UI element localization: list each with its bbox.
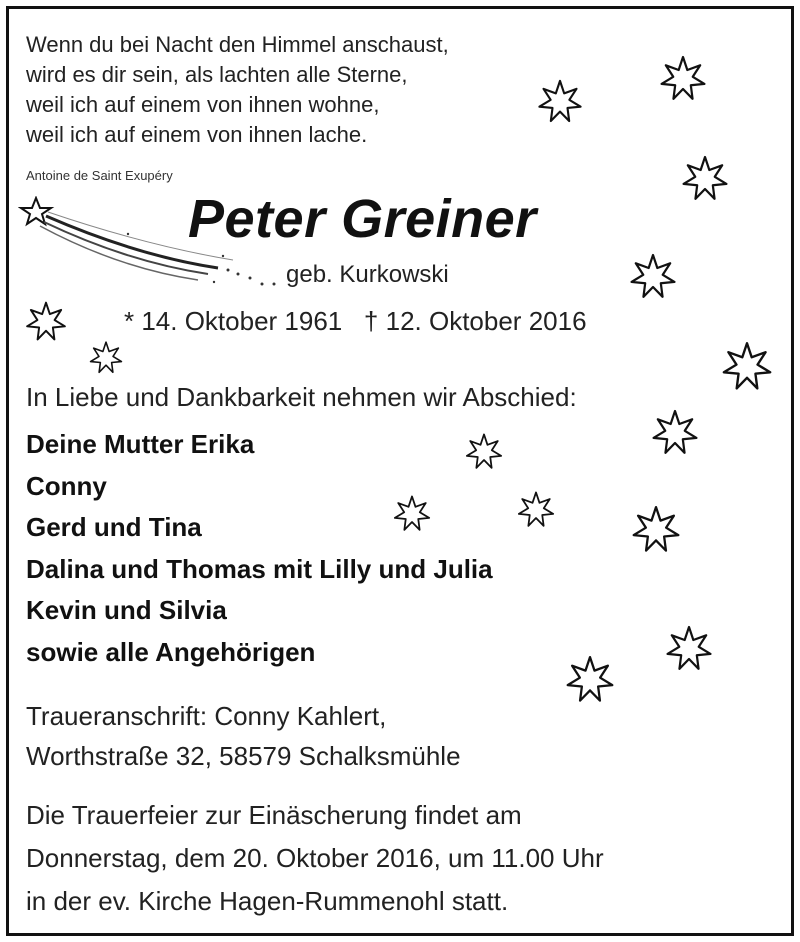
address-line: Traueranschrift: Conny Kahlert,: [26, 701, 387, 731]
ceremony-notice: [26, 794, 604, 923]
ceremony-line: in der ev. Kirche Hagen-Rummenohl statt.: [26, 886, 509, 916]
mourner-name: Kevin und Silvia: [26, 595, 227, 625]
star-icon: [464, 432, 504, 472]
mourner-name: Dalina und Thomas mit Lilly und Julia: [26, 553, 493, 584]
mourner-name: Conny: [26, 470, 107, 501]
mourner-name: Deine Mutter Erika: [26, 429, 255, 459]
quote-author: Antoine de Saint Exupéry: [26, 168, 173, 183]
star-icon: [630, 504, 682, 556]
star-icon: [24, 300, 68, 344]
quote: [26, 30, 449, 150]
star-icon: [536, 78, 584, 126]
mourner-name: sowie alle Angehörigen: [26, 636, 316, 667]
mourner-name: Gerd und Tina: [26, 512, 202, 542]
quote-line: weil ich auf einem von ihnen lache.: [26, 122, 368, 147]
star-icon: [720, 340, 774, 394]
deceased-name: Peter Greiner: [188, 189, 537, 249]
mourning-address: [26, 696, 461, 776]
star-icon: [516, 490, 556, 530]
ceremony-line: Donnerstag, dem 20. Oktober 2016, um 11.00 Uhr: [26, 843, 604, 873]
star-icon: [392, 494, 432, 534]
address-line: Worthstraße 32, 58579 Schalksmühle: [26, 741, 461, 771]
star-icon: [650, 408, 700, 458]
quote-line: weil ich auf einem von ihnen wohne,: [26, 92, 380, 117]
star-icon: [628, 252, 678, 302]
life-dates: * 14. Oktober 1961 † 12. Oktober 2016: [124, 306, 587, 336]
farewell-intro: In Liebe und Dankbarkeit nehmen wir Abschied:: [26, 382, 577, 412]
ceremony-line: Die Trauerfeier zur Einäscherung findet am: [26, 800, 522, 830]
star-icon: [664, 624, 714, 674]
mourner-list: [26, 424, 493, 673]
star-icon: [658, 54, 708, 104]
star-icon: [88, 340, 124, 376]
star-icon: [680, 154, 730, 204]
quote-line: wird es dir sein, als lachten alle Sterne,: [26, 62, 408, 87]
birth-name: geb. Kurkowski: [286, 261, 449, 288]
quote-line: Wenn du bei Nacht den Himmel anschaust,: [26, 32, 449, 57]
star-icon: [564, 654, 616, 706]
